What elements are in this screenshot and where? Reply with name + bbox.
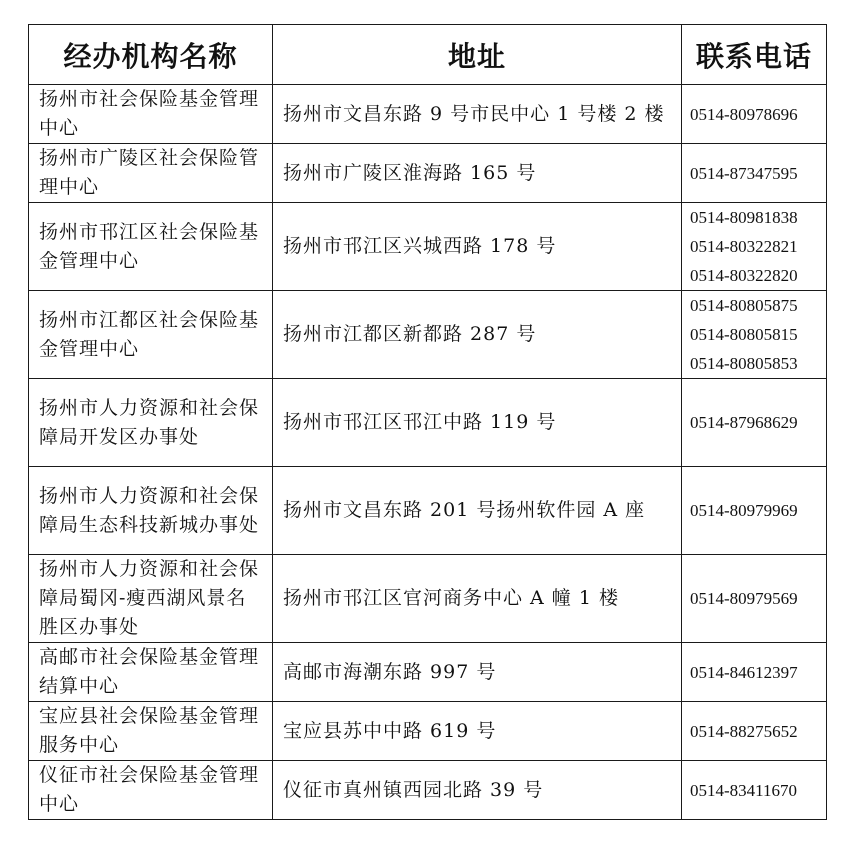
table-header-row — [29, 25, 827, 85]
agency-name-cell: 扬州市江都区社会保险基金管理中心 — [29, 291, 273, 379]
address-cell: 高邮市海潮东路 997 号 — [273, 643, 682, 702]
agency-name-cell: 扬州市广陵区社会保险管理中心 — [29, 144, 273, 203]
phone-number: 0514-80805815 — [690, 325, 798, 344]
agency-name-cell: 宝应县社会保险基金管理服务中心 — [29, 702, 273, 761]
phone-number: 0514-80978696 — [690, 104, 798, 124]
address-cell: 扬州市邗江区官河商务中心 A 幢 1 楼 — [273, 555, 682, 643]
header-agency-name: 经办机构名称 — [29, 25, 273, 85]
phone-number: 0514-80981838 — [690, 208, 798, 227]
phone-cell — [682, 85, 827, 144]
phone-cell — [682, 643, 827, 702]
address-cell: 扬州市邗江区兴城西路 178 号 — [273, 203, 682, 291]
table-row — [29, 643, 827, 702]
agency-name-cell: 扬州市人力资源和社会保障局生态科技新城办事处 — [29, 467, 273, 555]
phone-cell — [682, 702, 827, 761]
table-row — [29, 467, 827, 555]
address-cell: 扬州市广陵区淮海路 165 号 — [273, 144, 682, 203]
phone-number: 0514-80322820 — [690, 266, 798, 285]
table-row — [29, 761, 827, 820]
phone-number: 0514-80322821 — [690, 237, 798, 256]
agency-name-cell: 扬州市人力资源和社会保障局开发区办事处 — [29, 379, 273, 467]
phone-number: 0514-80979969 — [690, 501, 798, 520]
address-cell: 扬州市邗江区邗江中路 119 号 — [273, 379, 682, 467]
header-address: 地址 — [273, 25, 682, 85]
address-cell: 扬州市文昌东路 201 号扬州软件园 A 座 — [273, 467, 682, 555]
header-phone: 联系电话 — [682, 25, 827, 85]
agency-name-cell: 扬州市邗江区社会保险基金管理中心 — [29, 203, 273, 291]
table-row — [29, 555, 827, 643]
phone-cell — [682, 555, 827, 643]
address-cell: 宝应县苏中中路 619 号 — [273, 702, 682, 761]
agency-name-cell: 扬州市人力资源和社会保障局蜀冈-瘦西湖风景名胜区办事处 — [29, 555, 273, 643]
table-row — [29, 291, 827, 379]
table-row — [29, 203, 827, 291]
phone-cell — [682, 467, 827, 555]
address-cell: 扬州市江都区新都路 287 号 — [273, 291, 682, 379]
table-row — [29, 144, 827, 203]
phone-number: 0514-84612397 — [690, 662, 798, 682]
phone-number: 0514-83411670 — [690, 780, 798, 800]
phone-number: 0514-87968629 — [690, 413, 798, 432]
address-cell: 扬州市文昌东路 9 号市民中心 1 号楼 2 楼 — [273, 85, 682, 144]
phone-cell — [682, 379, 827, 467]
table-row — [29, 379, 827, 467]
phone-cell — [682, 761, 827, 820]
agency-name-cell: 扬州市社会保险基金管理中心 — [29, 85, 273, 144]
address-cell: 仪征市真州镇西园北路 39 号 — [273, 761, 682, 820]
phone-cell — [682, 291, 827, 379]
table-row — [29, 702, 827, 761]
phone-number: 0514-80805875 — [690, 296, 798, 315]
phone-number: 0514-80979569 — [690, 589, 798, 608]
agency-name-cell: 仪征市社会保险基金管理中心 — [29, 761, 273, 820]
phone-number: 0514-87347595 — [690, 163, 798, 183]
table-row — [29, 85, 827, 144]
phone-number: 0514-80805853 — [690, 354, 798, 373]
agency-contact-table — [28, 24, 827, 820]
phone-cell — [682, 203, 827, 291]
phone-number: 0514-88275652 — [690, 721, 798, 741]
phone-cell — [682, 144, 827, 203]
agency-name-cell: 高邮市社会保险基金管理结算中心 — [29, 643, 273, 702]
